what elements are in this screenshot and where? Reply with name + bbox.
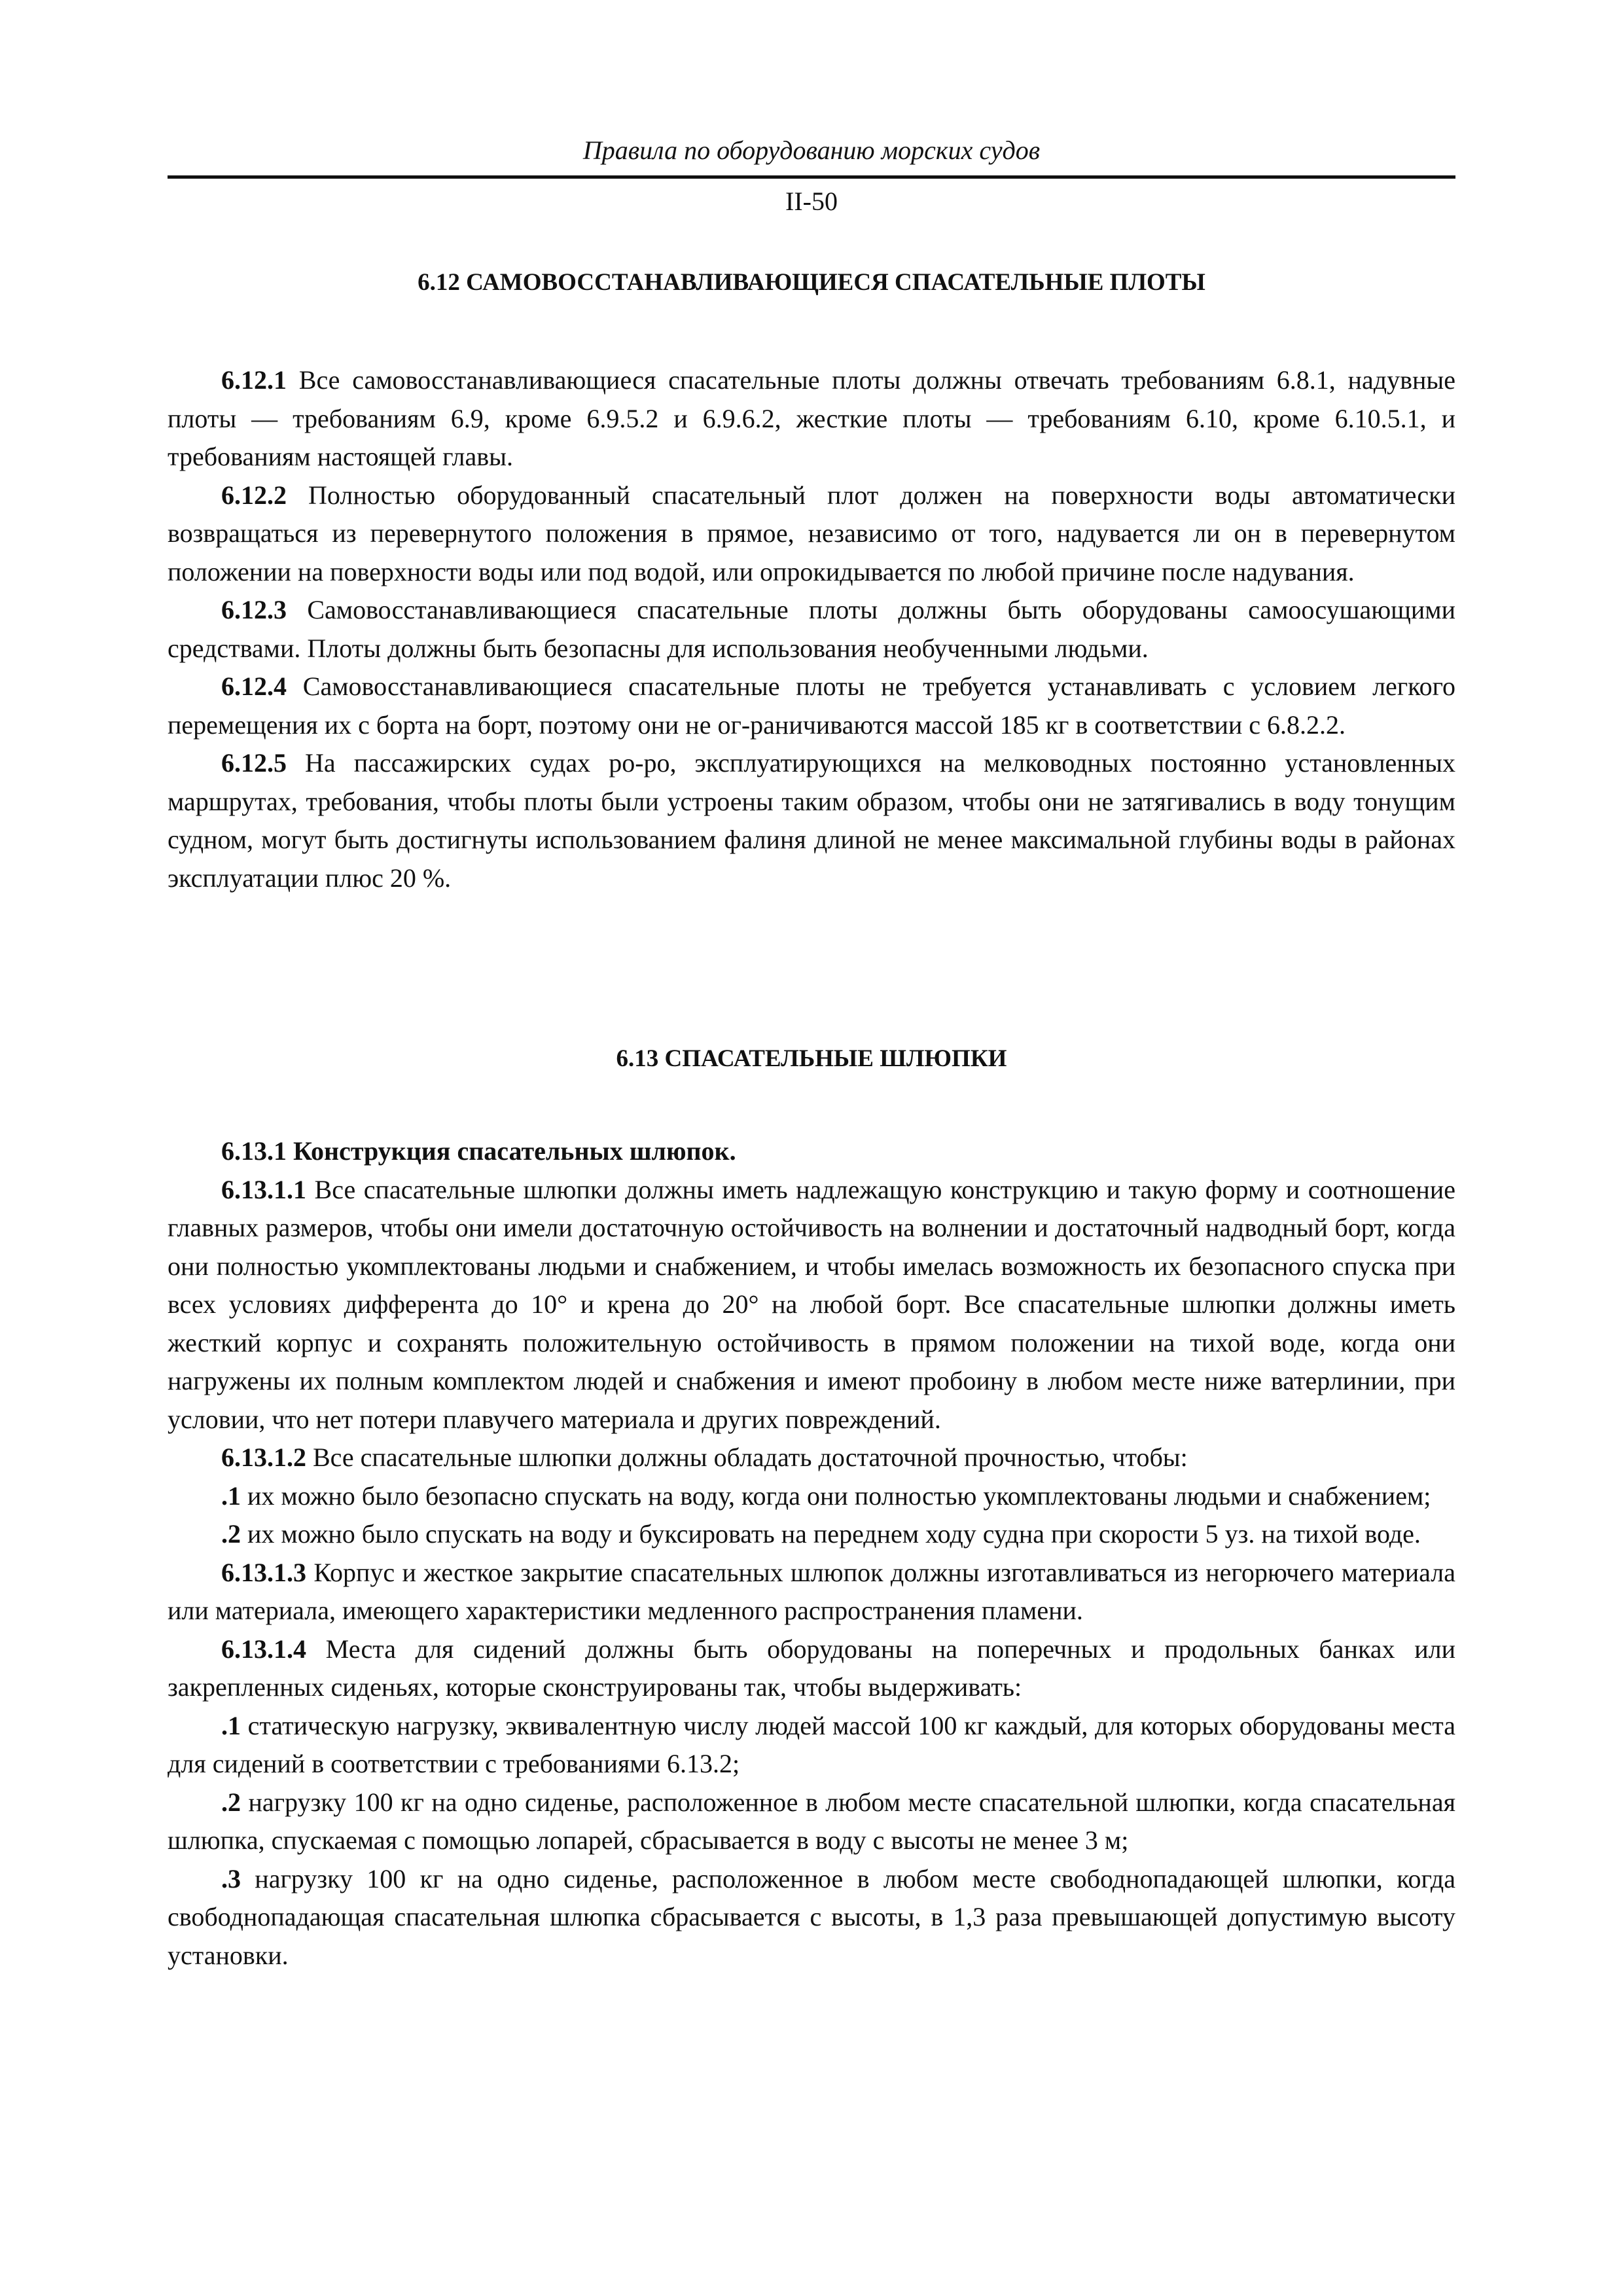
- paragraph-text: На пассажирских судах ро-ро, эксплуатирующихся на мелководных постоянно установленных маршрутах, требования, чтобы плоты были устроены таким образом, чтобы они не затягивались в воду тонущим судном, могут быть достигнуты использованием фалиня длиной не менее максимальной глубины воды в районах эксплуатации плюс 20 %.: [168, 748, 1455, 893]
- paragraph-6-12-5: [168, 744, 1455, 897]
- paragraph-text: Все самовосстанавливающиеся спасательные плоты должны отвечать требованиям 6.8.1, надувные плоты — требованиям 6.9, кроме 6.9.5.2 и 6.9.6.2, жесткие плоты — требованиям 6.10, кроме 6.10.5.1, и требованиям настоящей главы.: [168, 365, 1455, 471]
- paragraph-number: 6.13.1.3: [221, 1557, 306, 1587]
- paragraph-6-12-4: [168, 668, 1455, 744]
- paragraph-number: 6.13.1.1: [221, 1174, 306, 1204]
- paragraph-text: Полностью оборудованный спасательный плот должен на поверхности воды автоматически возвращаться из перевернутого положения в прямое, независимо от того, надувается ли он в перевернутом положении на поверхности воды или под водой, или опрокидывается по любой причине после надувания.: [168, 480, 1455, 586]
- paragraph-number: 6.12.1: [221, 365, 287, 395]
- section-6-13-title: 6.13 СПАСАТЕЛЬНЫЕ ШЛЮПКИ: [616, 1045, 1007, 1072]
- list-item-1: [168, 1477, 1455, 1516]
- paragraph-number: 6.13.1.2: [221, 1443, 306, 1472]
- list-item-text: их можно было безопасно спускать на воду, когда они полностью укомплектованы людьми и снабжением;: [241, 1480, 1431, 1511]
- list-item-number: .2: [221, 1787, 241, 1817]
- paragraph-text: Корпус и жесткое закрытие спасательных шлюпок должны изготавливаться из негорючего материала или материала, имеющего характеристики медленного распространения пламени.: [168, 1557, 1455, 1625]
- paragraph-number: 6.12.4: [221, 672, 287, 701]
- paragraph-6-13-1-1: [168, 1171, 1455, 1439]
- subheading-text: 6.13.1 Конструкция спасательных шлюпок.: [221, 1136, 736, 1166]
- list-item-text: нагрузку 100 кг на одно сиденье, расположенное в любом месте спасательной шлюпки, когда спасательная шлюпка, спускаемая с помощью лопарей, сбрасывается в воду с высоты не менее 3 м;: [168, 1787, 1455, 1855]
- paragraph-text: Все спасательные шлюпки должны иметь надлежащую конструкцию и такую форму и соотношение главных размеров, чтобы они имели достаточную остойчивость на волнении и достаточный надводный борт, когда они полностью укомплектованы людьми и снабжением, и чтобы имелась возможность их безопасного спуска при всех условиях дифферента до 10° и крена до 20° на любой борт. Все спасательные шлюпки должны иметь жесткий корпус и сохранять положительную остойчивость в прямом положении на тихой воде, когда они нагружены их полным комплектом людей и снабжения и имеют пробоину в любом месте ниже ватерлинии, при условии, что нет потери плавучего материала и других повреждений.: [168, 1174, 1455, 1434]
- list-item-2: [168, 1784, 1455, 1860]
- paragraph-6-12-2: [168, 476, 1455, 592]
- paragraph-6-13-1-3: [168, 1554, 1455, 1630]
- paragraph-6-12-3: [168, 591, 1455, 668]
- list-item-number: .2: [221, 1519, 241, 1549]
- paragraph-text: Самовосстанавливающиеся спасательные плоты должны быть оборудованы самоосушающими средствами. Плоты должны быть безопасны для использования необученными людьми.: [168, 595, 1455, 663]
- paragraph-number: 6.12.2: [221, 480, 287, 510]
- paragraph-text: Самовосстанавливающиеся спасательные плоты не требуется устанавливать с условием легкого перемещения их с борта на борт, поэтому они не ог-раничиваются массой 185 кг в соответствии с 6.8.2.2.: [168, 672, 1455, 740]
- paragraph-text: Места для сидений должны быть оборудованы на поперечных и продольных банках или закрепленных сиденьях, которые сконструированы так, чтобы выдерживать:: [168, 1634, 1455, 1702]
- list-item-number: .1: [221, 1480, 241, 1511]
- list-item-text: статическую нагрузку, эквивалентную числу людей массой 100 кг каждый, для которых оборудованы места для сидений в соответствии с требованиями 6.13.2;: [168, 1710, 1455, 1778]
- paragraph-number: 6.13.1.4: [221, 1634, 306, 1664]
- paragraph-text: Все спасательные шлюпки должны обладать достаточной прочностью, чтобы:: [306, 1443, 1188, 1472]
- list-item-3: [168, 1860, 1455, 1975]
- running-title: Правила по оборудованию морских судов: [582, 135, 1041, 165]
- header-rule: [168, 175, 1455, 179]
- list-item-text: их можно было спускать на воду и буксировать на переднем ходу судна при скорости 5 уз. на тихой воде.: [241, 1519, 1421, 1549]
- section-6-13-body: [168, 1132, 1455, 1975]
- paragraph-6-13-1-4: [168, 1630, 1455, 1707]
- section-6-12-body: [168, 361, 1455, 897]
- page-number: II-50: [785, 187, 838, 216]
- paragraph-6-13-1-2: [168, 1439, 1455, 1477]
- subheading-6-13-1: [168, 1132, 1455, 1171]
- paragraph-6-12-1: [168, 361, 1455, 476]
- paragraph-number: 6.12.3: [221, 595, 287, 624]
- list-item-text: нагрузку 100 кг на одно сиденье, расположенное в любом месте свободнопадающей шлюпки, когда свободнопадающая спасательная шлюпка сбрасывается с высоты, в 1,3 раза превышающей допустимую высоту установки.: [168, 1863, 1455, 1970]
- list-item-1: [168, 1707, 1455, 1784]
- list-item-number: .3: [221, 1863, 241, 1893]
- paragraph-number: 6.12.5: [221, 748, 287, 778]
- list-item-number: .1: [221, 1710, 241, 1740]
- list-item-2: [168, 1515, 1455, 1554]
- section-6-12-title: 6.12 САМОВОССТАНАВЛИВАЮЩИЕСЯ СПАСАТЕЛЬНЫЕ ПЛОТЫ: [418, 269, 1205, 296]
